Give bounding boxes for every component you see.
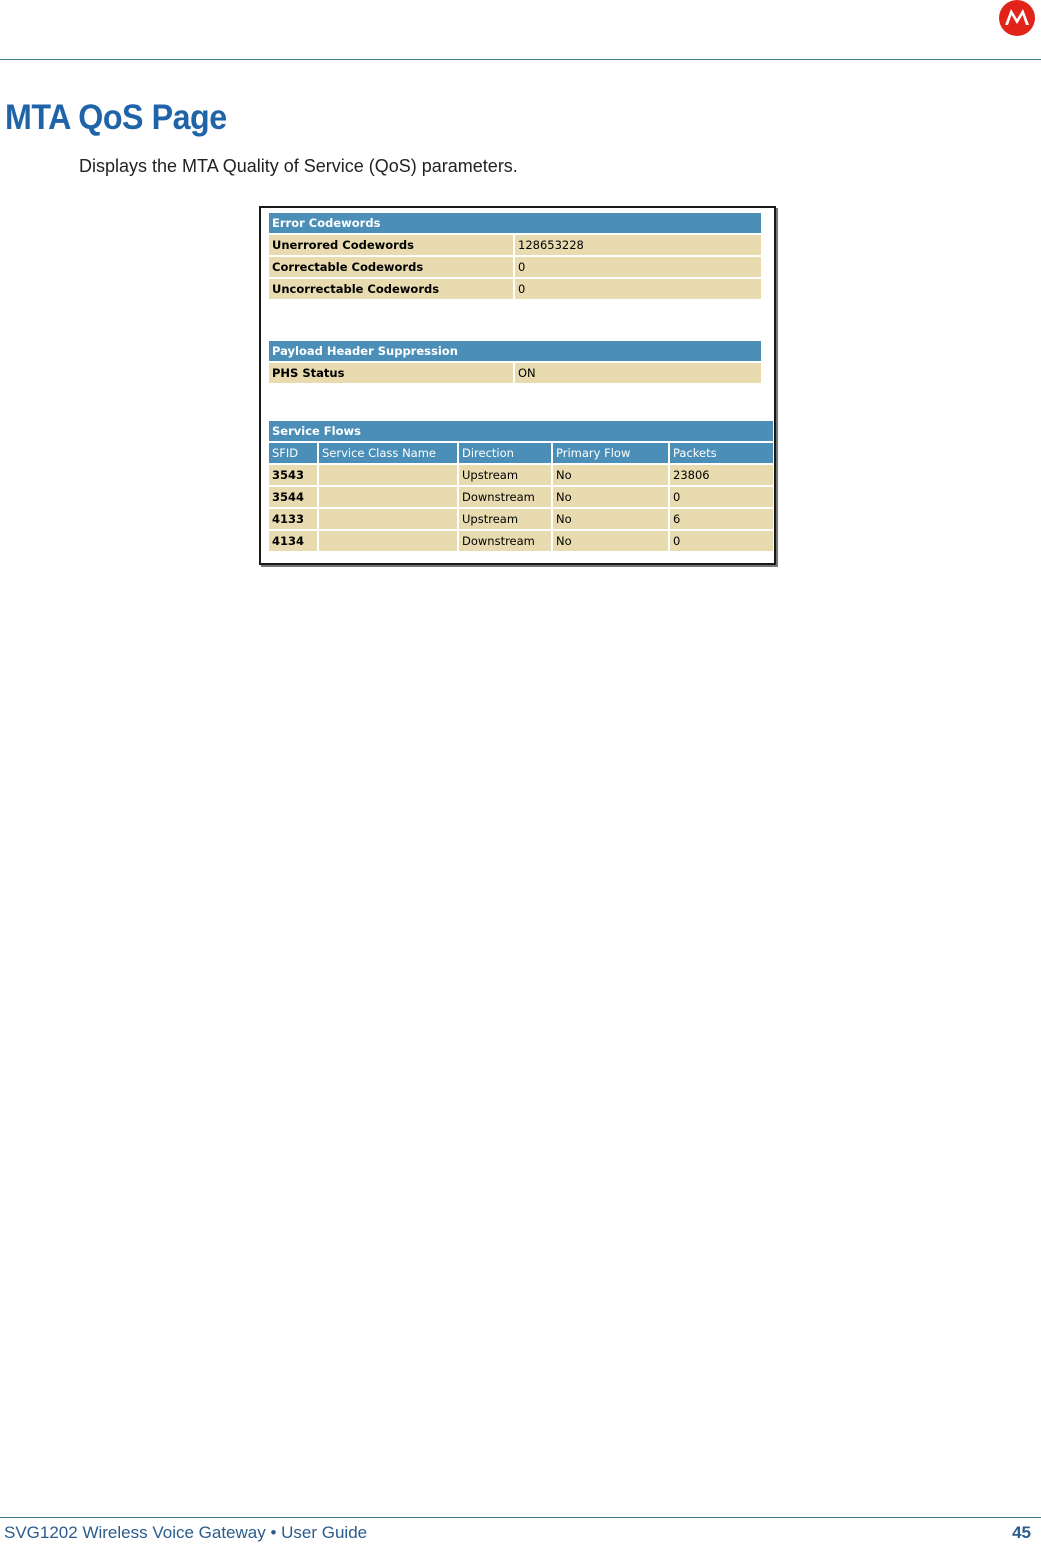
row-label: Uncorrectable Codewords [269, 279, 513, 299]
page-title: MTA QoS Page [5, 98, 227, 137]
service-flows-table [267, 419, 775, 553]
row-label: PHS Status [269, 363, 513, 383]
footer-rule [0, 1517, 1041, 1518]
sfid-cell: 3544 [269, 487, 317, 507]
primary-flow-cell: No [553, 509, 668, 529]
packets-cell: 0 [670, 487, 773, 507]
packets-cell: 6 [670, 509, 773, 529]
primary-flow-cell: No [553, 465, 668, 485]
primary-flow-cell: No [553, 487, 668, 507]
row-value: 128653228 [515, 235, 761, 255]
error-codewords-header: Error Codewords [269, 213, 761, 233]
phs-table [267, 339, 763, 385]
table-row [269, 509, 773, 529]
column-header: Packets [670, 443, 773, 463]
table-row [269, 465, 773, 485]
table-row [269, 235, 761, 255]
service-class-cell [319, 531, 457, 551]
row-label: Unerrored Codewords [269, 235, 513, 255]
column-header: Primary Flow [553, 443, 668, 463]
row-value: 0 [515, 279, 761, 299]
table-row [269, 257, 761, 277]
column-header: Service Class Name [319, 443, 457, 463]
table-row [269, 531, 773, 551]
direction-cell: Downstream [459, 487, 551, 507]
row-value: ON [515, 363, 761, 383]
phs-header: Payload Header Suppression [269, 341, 761, 361]
table-row [269, 279, 761, 299]
footer-guide-title: SVG1202 Wireless Voice Gateway • User Guide [4, 1523, 368, 1542]
sfid-cell: 3543 [269, 465, 317, 485]
service-flows-header: Service Flows [269, 421, 773, 441]
column-header: SFID [269, 443, 317, 463]
service-class-cell [319, 465, 457, 485]
sfid-cell: 4133 [269, 509, 317, 529]
sfid-cell: 4134 [269, 531, 317, 551]
direction-cell: Upstream [459, 509, 551, 529]
row-label: Correctable Codewords [269, 257, 513, 277]
header-rule [0, 59, 1041, 60]
page-description: Displays the MTA Quality of Service (QoS) parameters. [79, 156, 518, 176]
table-row [269, 487, 773, 507]
page-number: 45 [1012, 1523, 1031, 1542]
packets-cell: 23806 [670, 465, 773, 485]
service-class-cell [319, 487, 457, 507]
direction-cell: Downstream [459, 531, 551, 551]
primary-flow-cell: No [553, 531, 668, 551]
error-codewords-table [267, 211, 763, 301]
column-header-row [269, 443, 773, 463]
table-row [269, 363, 761, 383]
row-value: 0 [515, 257, 761, 277]
direction-cell: Upstream [459, 465, 551, 485]
column-header: Direction [459, 443, 551, 463]
packets-cell: 0 [670, 531, 773, 551]
motorola-logo-icon [999, 0, 1035, 36]
mta-qos-screenshot [259, 206, 776, 565]
service-class-cell [319, 509, 457, 529]
